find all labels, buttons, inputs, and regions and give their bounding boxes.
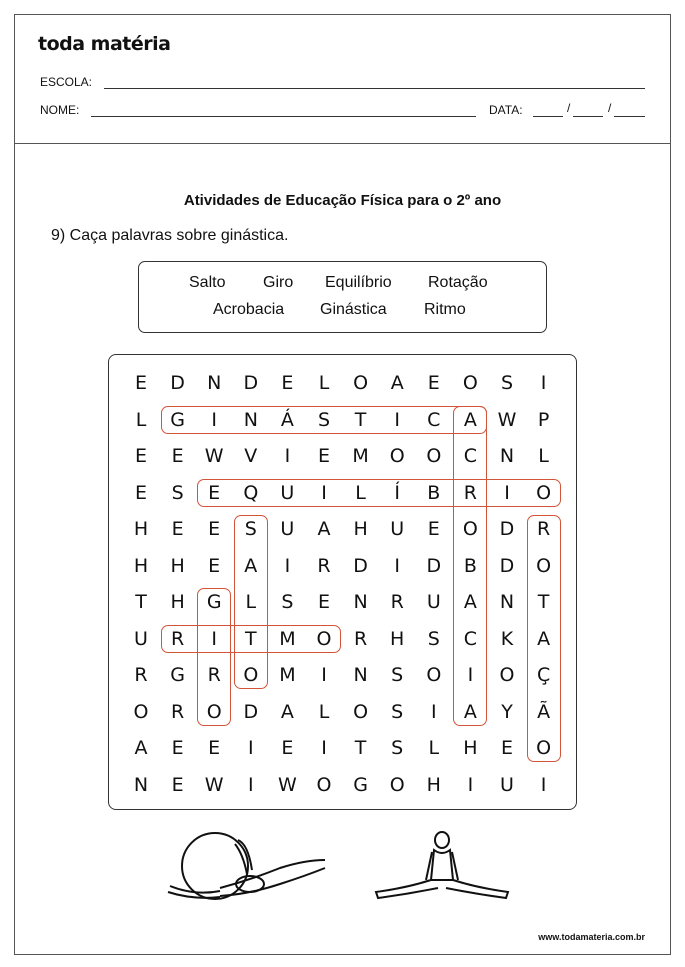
word-item: Ritmo bbox=[424, 301, 466, 318]
grid-letter[interactable]: P bbox=[537, 408, 550, 431]
grid-letter[interactable]: I bbox=[467, 773, 474, 796]
grid-letter[interactable]: I bbox=[540, 372, 547, 394]
grid-letter[interactable]: H bbox=[170, 554, 185, 577]
grid-letter[interactable]: D bbox=[353, 554, 368, 577]
grid-letter[interactable]: L bbox=[318, 700, 330, 723]
grid-letter[interactable]: H bbox=[133, 554, 149, 577]
grid-letter[interactable]: E bbox=[427, 518, 440, 540]
date-separator: / bbox=[608, 101, 612, 115]
grid-letter[interactable]: G bbox=[353, 773, 368, 796]
grid-letter[interactable]: T bbox=[354, 408, 367, 431]
grid-letter[interactable]: L bbox=[245, 591, 257, 613]
grid-letter[interactable]: T bbox=[537, 591, 550, 613]
name-field[interactable] bbox=[91, 116, 476, 117]
grid-letter[interactable]: Y bbox=[501, 700, 513, 723]
grid-letter[interactable]: M bbox=[352, 445, 369, 467]
grid-letter[interactable]: O bbox=[536, 737, 552, 759]
grid-letter[interactable]: H bbox=[390, 627, 405, 650]
question-text: 9) Caça palavras sobre ginástica. bbox=[51, 227, 289, 244]
school-label: ESCOLA: bbox=[40, 75, 93, 89]
grid-letter[interactable]: E bbox=[208, 481, 221, 504]
grid-letter[interactable]: G bbox=[206, 591, 222, 613]
grid-letter[interactable]: H bbox=[353, 518, 368, 540]
grid-letter[interactable]: S bbox=[427, 627, 440, 650]
grid-letter[interactable]: H bbox=[426, 773, 441, 796]
grid-letter[interactable]: S bbox=[500, 372, 514, 394]
grid-letter[interactable]: E bbox=[134, 445, 147, 467]
word-item: Giro bbox=[263, 274, 294, 291]
grid-letter[interactable]: I bbox=[467, 664, 474, 686]
grid-letter[interactable]: E bbox=[134, 481, 147, 504]
grid-letter[interactable]: Ã bbox=[537, 700, 551, 723]
grid-letter[interactable]: N bbox=[353, 664, 368, 686]
grid-letter[interactable]: S bbox=[244, 518, 257, 540]
grid-letter[interactable]: B bbox=[463, 554, 477, 577]
grid-letter[interactable]: I bbox=[284, 445, 291, 467]
grid-letter[interactable]: I bbox=[321, 737, 327, 759]
word-item: Salto bbox=[189, 274, 226, 291]
grid-letter[interactable]: U bbox=[280, 481, 295, 504]
grid-letter[interactable]: A bbox=[317, 518, 331, 540]
grid-letter[interactable]: E bbox=[208, 554, 221, 577]
grid-letter[interactable]: I bbox=[211, 627, 217, 650]
grid-letter[interactable]: H bbox=[463, 737, 478, 759]
grid-letter[interactable]: L bbox=[135, 408, 147, 431]
grid-letter[interactable]: W bbox=[204, 445, 224, 467]
grid-letter[interactable]: E bbox=[171, 737, 184, 759]
grid-letter[interactable]: R bbox=[317, 554, 331, 577]
header-divider bbox=[14, 143, 671, 144]
grid-letter[interactable]: E bbox=[171, 773, 184, 796]
grid-letter[interactable]: W bbox=[204, 773, 224, 796]
grid-letter[interactable]: E bbox=[427, 372, 440, 394]
grid-letter[interactable]: A bbox=[134, 737, 148, 759]
worksheet-title: Atividades de Educação Física para o 2º ano bbox=[183, 192, 502, 209]
grid-letter[interactable]: S bbox=[391, 700, 404, 723]
grid-letter[interactable]: E bbox=[281, 372, 294, 394]
grid-letter[interactable]: I bbox=[394, 408, 400, 431]
grid-letter[interactable]: O bbox=[462, 518, 478, 540]
grid-letter[interactable]: E bbox=[317, 445, 330, 467]
grid-letter[interactable]: L bbox=[318, 372, 330, 394]
grid-letter[interactable]: V bbox=[244, 445, 258, 467]
grid-letter[interactable]: W bbox=[497, 408, 517, 431]
grid-letter[interactable]: M bbox=[279, 664, 296, 686]
grid-letter[interactable]: A bbox=[463, 591, 477, 613]
word-item: Equilíbrio bbox=[325, 274, 392, 291]
grid-letter[interactable]: I bbox=[540, 773, 547, 796]
grid-letter[interactable]: N bbox=[499, 445, 515, 467]
grid-letter[interactable]: T bbox=[244, 627, 257, 650]
date-day-field[interactable] bbox=[533, 116, 563, 117]
grid-letter[interactable]: U bbox=[500, 773, 514, 796]
word-list bbox=[138, 261, 547, 333]
grid-letter[interactable]: Ç bbox=[536, 664, 551, 686]
grid-letter[interactable]: S bbox=[281, 591, 294, 613]
grid-letter[interactable]: A bbox=[280, 700, 294, 723]
grid-letter[interactable]: I bbox=[284, 554, 291, 577]
grid-letter[interactable]: A bbox=[463, 700, 477, 723]
grid-letter[interactable]: T bbox=[135, 591, 147, 613]
grid-letter[interactable]: I bbox=[247, 737, 254, 759]
grid-letter[interactable]: N bbox=[353, 591, 368, 613]
grid-letter[interactable]: D bbox=[426, 554, 442, 577]
grid-letter[interactable]: L bbox=[538, 445, 549, 467]
grid-letter[interactable]: I bbox=[430, 700, 437, 723]
grid-letter[interactable]: M bbox=[279, 627, 296, 650]
grid-letter[interactable]: D bbox=[170, 372, 185, 394]
name-label: NOME: bbox=[40, 103, 80, 117]
grid-letter[interactable]: O bbox=[389, 445, 405, 467]
grid-letter[interactable]: S bbox=[317, 408, 331, 431]
grid-letter[interactable]: R bbox=[134, 664, 148, 686]
grid-letter[interactable]: R bbox=[170, 700, 185, 723]
grid-letter[interactable]: A bbox=[537, 627, 551, 650]
grid-letter[interactable]: K bbox=[500, 627, 514, 650]
gymnast-with-ball-illustration bbox=[160, 826, 335, 911]
gymnast-split-illustration bbox=[370, 830, 515, 910]
grid-letter[interactable]: O bbox=[206, 700, 222, 723]
grid-letter[interactable]: O bbox=[316, 773, 332, 796]
grid-letter[interactable]: O bbox=[536, 554, 552, 577]
grid-letter[interactable]: E bbox=[171, 445, 184, 467]
date-year-field[interactable] bbox=[614, 116, 645, 117]
grid-letter[interactable]: H bbox=[170, 591, 185, 613]
grid-letter[interactable]: Í bbox=[394, 481, 400, 504]
grid-letter[interactable]: Á bbox=[280, 408, 294, 431]
word-search-grid bbox=[108, 354, 577, 810]
grid-letter[interactable]: I bbox=[247, 773, 254, 796]
grid-letter[interactable]: U bbox=[280, 518, 295, 540]
grid-letter[interactable]: C bbox=[427, 408, 441, 431]
grid-letter[interactable]: I bbox=[211, 408, 217, 431]
grid-letter[interactable]: G bbox=[170, 664, 185, 686]
grid-letter[interactable]: G bbox=[170, 408, 185, 431]
grid-letter[interactable]: S bbox=[391, 737, 404, 759]
grid-letter[interactable]: I bbox=[321, 481, 327, 504]
date-month-field[interactable] bbox=[573, 116, 603, 117]
grid-letter[interactable]: N bbox=[499, 591, 515, 613]
grid-letter[interactable]: O bbox=[133, 700, 149, 723]
grid-letter[interactable]: C bbox=[463, 445, 478, 467]
grid-letter[interactable]: R bbox=[390, 591, 404, 613]
date-separator: / bbox=[567, 101, 571, 115]
grid-letter[interactable]: R bbox=[463, 481, 477, 504]
grid-letter[interactable]: A bbox=[244, 554, 258, 577]
word-item: Acrobacia bbox=[213, 301, 285, 318]
grid-letter[interactable]: S bbox=[171, 481, 184, 504]
grid-letter[interactable]: I bbox=[321, 664, 327, 686]
word-item: Ginástica bbox=[320, 301, 387, 318]
grid-letter[interactable]: R bbox=[207, 664, 221, 686]
date-label: DATA: bbox=[489, 103, 523, 117]
grid-letter[interactable]: U bbox=[134, 627, 148, 650]
word-item: Rotação bbox=[428, 274, 488, 291]
grid-letter[interactable]: E bbox=[134, 372, 147, 394]
grid-letter[interactable]: A bbox=[390, 372, 404, 394]
grid-letter[interactable]: N bbox=[133, 773, 149, 796]
grid-letter[interactable]: S bbox=[391, 664, 404, 686]
grid-letter[interactable]: O bbox=[462, 372, 478, 394]
grid-letter[interactable]: E bbox=[208, 518, 221, 540]
grid-letter[interactable]: I bbox=[504, 481, 510, 504]
grid-letter[interactable]: D bbox=[499, 554, 515, 577]
grid-letter[interactable]: E bbox=[317, 591, 330, 613]
grid-letter[interactable]: O bbox=[426, 664, 442, 686]
grid-letter[interactable]: H bbox=[133, 518, 149, 540]
grid-letter[interactable]: D bbox=[243, 700, 259, 723]
grid-letter[interactable]: E bbox=[171, 518, 184, 540]
grid-letter[interactable]: L bbox=[428, 737, 440, 759]
grid-letter[interactable]: T bbox=[354, 737, 367, 759]
footer-url: www.todamateria.com.br bbox=[538, 932, 645, 942]
logo: toda matéria bbox=[38, 33, 171, 55]
school-field[interactable] bbox=[104, 88, 645, 89]
grid-letter[interactable]: I bbox=[394, 554, 400, 577]
grid-letter[interactable]: D bbox=[243, 372, 259, 394]
grid-letter[interactable]: E bbox=[208, 737, 221, 759]
grid-letter[interactable]: O bbox=[316, 627, 332, 650]
grid-letter[interactable]: E bbox=[500, 737, 513, 759]
grid-letter[interactable]: U bbox=[426, 591, 441, 613]
grid-letter[interactable]: O bbox=[389, 773, 405, 796]
grid-letter[interactable]: O bbox=[426, 445, 442, 467]
grid-letter[interactable]: D bbox=[499, 518, 515, 540]
grid-letter[interactable]: L bbox=[355, 481, 366, 504]
grid-letter[interactable]: O bbox=[353, 700, 369, 723]
grid-letter[interactable]: R bbox=[536, 518, 551, 540]
grid-letter[interactable]: A bbox=[463, 408, 477, 431]
grid-letter[interactable]: W bbox=[277, 773, 297, 796]
grid-letter[interactable]: U bbox=[390, 518, 405, 540]
grid-letter[interactable]: O bbox=[353, 372, 369, 394]
grid-letter[interactable]: N bbox=[243, 408, 258, 431]
grid-letter[interactable]: O bbox=[499, 664, 515, 686]
grid-letter[interactable]: O bbox=[243, 664, 259, 686]
grid-letter[interactable]: N bbox=[207, 372, 222, 394]
grid-letter[interactable]: O bbox=[536, 481, 552, 504]
grid-letter[interactable]: R bbox=[170, 627, 185, 650]
grid-letter[interactable]: C bbox=[463, 627, 478, 650]
grid-letter[interactable]: R bbox=[353, 627, 368, 650]
grid-letter[interactable]: Q bbox=[243, 481, 259, 504]
grid-letter[interactable]: B bbox=[427, 481, 441, 504]
grid-letter[interactable]: E bbox=[281, 737, 294, 759]
